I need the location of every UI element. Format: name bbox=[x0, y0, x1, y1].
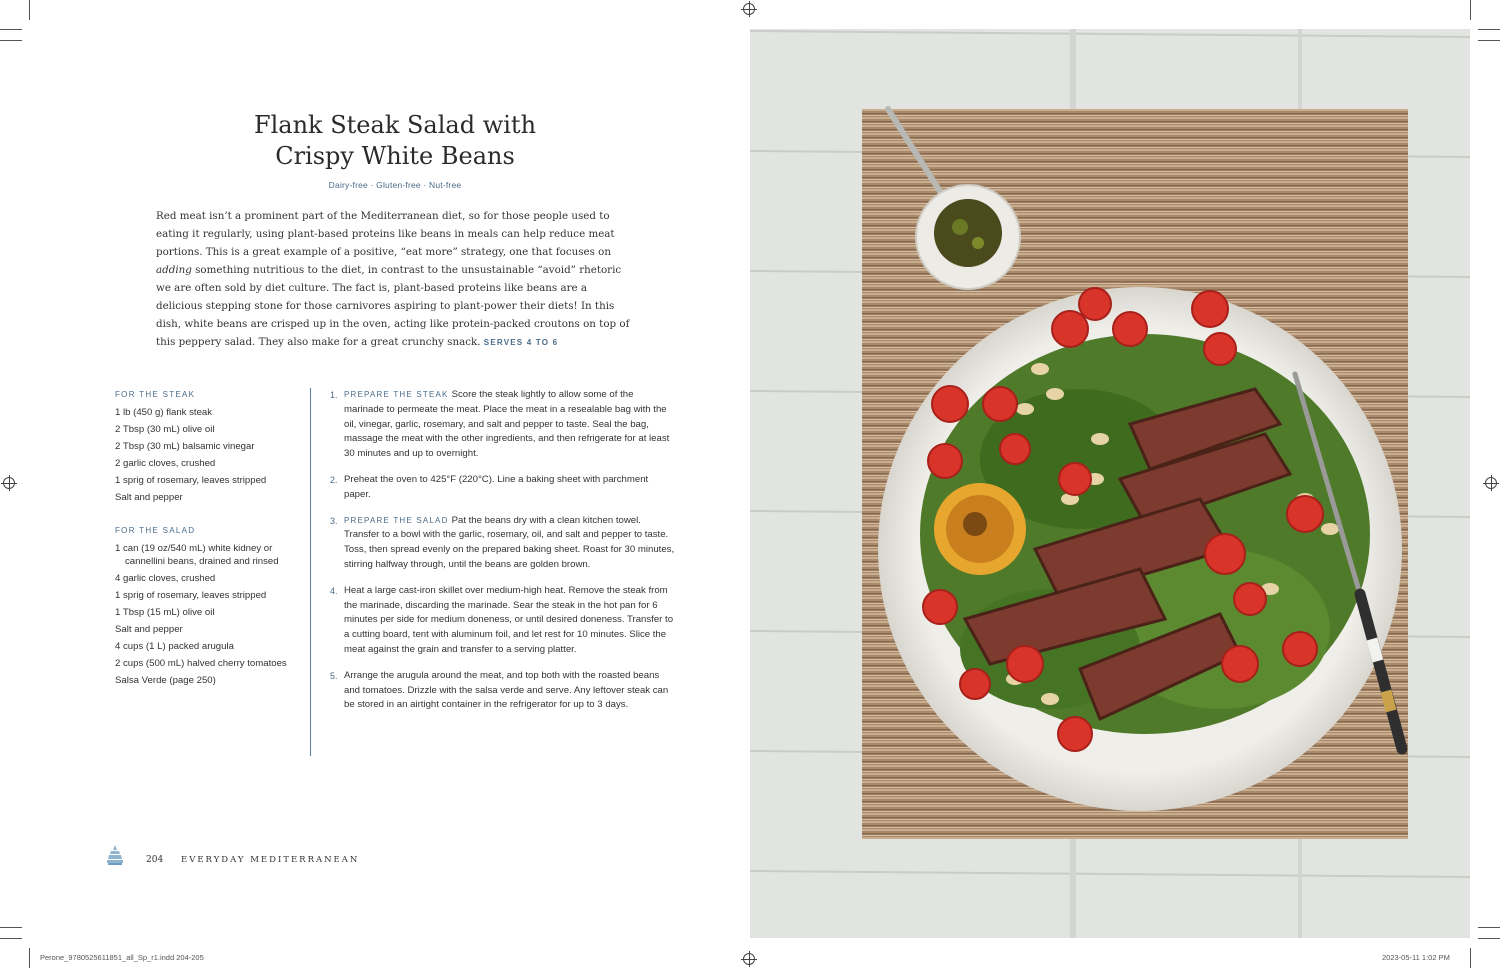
ingredient-item: 1 Tbsp (15 mL) olive oil bbox=[115, 607, 215, 618]
method-step bbox=[330, 388, 675, 462]
ingredient-item: Salsa Verde (page 250) bbox=[115, 675, 216, 686]
method-step bbox=[330, 669, 675, 713]
method-step bbox=[330, 584, 675, 658]
ingredient-item: Salt and pepper bbox=[115, 624, 183, 635]
step-number: 1. bbox=[330, 390, 338, 400]
crop-mark bbox=[1478, 927, 1500, 928]
crop-mark bbox=[29, 948, 30, 968]
dietary-tags: Dairy-free · Gluten-free · Nut-free bbox=[328, 180, 462, 190]
step-lead: PREPARE THE STEAK bbox=[344, 390, 449, 399]
ingredient-item: 4 cups (1 L) packed arugula bbox=[115, 641, 234, 652]
ingredient-item: 1 can (19 oz/540 mL) white kidney or cannellini beans, drained and rinsed bbox=[115, 543, 279, 567]
crop-mark bbox=[0, 927, 22, 928]
page-number: 204 bbox=[146, 855, 164, 865]
step-number: 4. bbox=[330, 585, 338, 596]
recipe-intro bbox=[156, 207, 634, 352]
file-slug: Perone_9780525611851_all_Sp_r1.indd 204-205 bbox=[40, 953, 204, 962]
registration-mark-icon bbox=[743, 953, 755, 965]
registration-mark-icon bbox=[1485, 477, 1497, 489]
salad-photo bbox=[750, 29, 1470, 938]
steak-heading: FOR THE STEAK bbox=[115, 390, 196, 399]
step-number: 3. bbox=[330, 515, 338, 526]
crop-mark bbox=[1478, 40, 1500, 41]
step-text: Score the steak lightly to allow some of the marinade to permeate the meat. Place the meat in a resealable bag with the oil, vinegar, garlic, rosemary, and salt and pepper to taste. Seal the bag, massage the meat with the other ingredients, and then refrigerate for at least 30 minutes and up to overnight. bbox=[344, 389, 670, 460]
recipe-title-line-1: Flank Steak Salad with bbox=[253, 111, 537, 139]
method-steps bbox=[330, 388, 675, 724]
ingredient-item: 2 Tbsp (30 mL) olive oil bbox=[115, 424, 215, 435]
ingredient-item: Salt and pepper bbox=[115, 492, 183, 503]
ingredient-item: 2 garlic cloves, crushed bbox=[115, 458, 216, 469]
running-head: EVERYDAY MEDITERRANEAN bbox=[181, 855, 360, 865]
step-text: Heat a large cast-iron skillet over medium-high heat. Remove the steak from the marinade, discarding the marinade. Sear the steak in the hot pan for 6 minutes per side for medium doneness, or until desired doneness. Transfer to a cutting board, tent with aluminum foil, and let rest for 10 minutes. Slice the meat against the grain and transfer to a serving platter. bbox=[344, 584, 674, 655]
serves-label: SERVES 4 TO 6 bbox=[483, 338, 559, 347]
intro-emphasis: adding bbox=[156, 264, 192, 276]
fountain-icon bbox=[106, 844, 124, 866]
step-text: Arrange the arugula around the meat, and top both with the roasted beans and tomatoes. Drizzle with the salsa verde and serve. Any leftover steak can be stored in an airtight container in the refrigerator for up to 3 days. bbox=[344, 669, 669, 711]
step-number: 5. bbox=[330, 670, 338, 681]
crop-mark bbox=[0, 40, 22, 41]
crop-mark bbox=[1470, 0, 1471, 20]
crop-mark bbox=[0, 29, 22, 30]
ingredient-item: 4 garlic cloves, crushed bbox=[115, 573, 216, 584]
step-text: Pat the beans dry with a clean kitchen towel. Transfer to a bowl with the garlic, rosemary, oil, and salt and pepper to taste. Toss, then spread evenly on the prepared baking sheet. Roast for 30 minutes, stirring halfway through, until the beans are golden brown. bbox=[344, 514, 675, 570]
recipe-title bbox=[150, 110, 640, 172]
crop-mark bbox=[1478, 29, 1500, 30]
step-lead: PREPARE THE SALAD bbox=[344, 515, 449, 525]
ingredient-item: 2 cups (500 mL) halved cherry tomatoes bbox=[115, 658, 287, 669]
method-step bbox=[330, 473, 675, 503]
crop-mark bbox=[0, 938, 22, 939]
ingredient-item: 2 Tbsp (30 mL) balsamic vinegar bbox=[115, 441, 255, 452]
crop-mark bbox=[1478, 938, 1500, 939]
ingredient-item: 1 sprig of rosemary, leaves stripped bbox=[115, 590, 267, 601]
registration-mark-icon bbox=[3, 477, 15, 489]
crop-mark bbox=[1470, 948, 1471, 968]
registration-mark-icon bbox=[743, 3, 755, 15]
crop-mark bbox=[29, 0, 30, 20]
ingredient-item: 1 sprig of rosemary, leaves stripped bbox=[115, 475, 267, 486]
salad-heading: FOR THE SALAD bbox=[115, 526, 196, 535]
step-number: 2. bbox=[330, 474, 338, 485]
step-text: Preheat the oven to 425°F (220°C). Line a baking sheet with parchment paper. bbox=[344, 473, 649, 500]
intro-text-1: Red meat isn’t a prominent part of the Mediterranean diet, so for those people used to eating it regularly, using plant-based proteins like beans in meals can help reduce meat portions. This is a great example of a positive, “eat more” strategy, one that focuses on bbox=[156, 210, 615, 258]
recipe-title-line-2: Crispy White Beans bbox=[275, 142, 515, 170]
ingredient-item: 1 lb (450 g) flank steak bbox=[115, 407, 213, 418]
column-divider bbox=[310, 388, 311, 756]
intro-text-2: something nutritious to the diet, in contrast to the unsustainable “avoid” rhetoric we are often sold by diet culture. The fact is, plant-based proteins like beans are a delicious stepping stone for those carnivores aspiring to plant-power their diets! In this dish, white beans are crisped up in the oven, acting like protein-packed croutons on top of this peppery salad. They also make for a great crunchy snack. bbox=[156, 264, 630, 348]
date-slug: 2023-05-11 1:02 PM bbox=[1382, 953, 1450, 962]
method-step bbox=[330, 514, 675, 573]
ingredients-list bbox=[115, 388, 300, 691]
